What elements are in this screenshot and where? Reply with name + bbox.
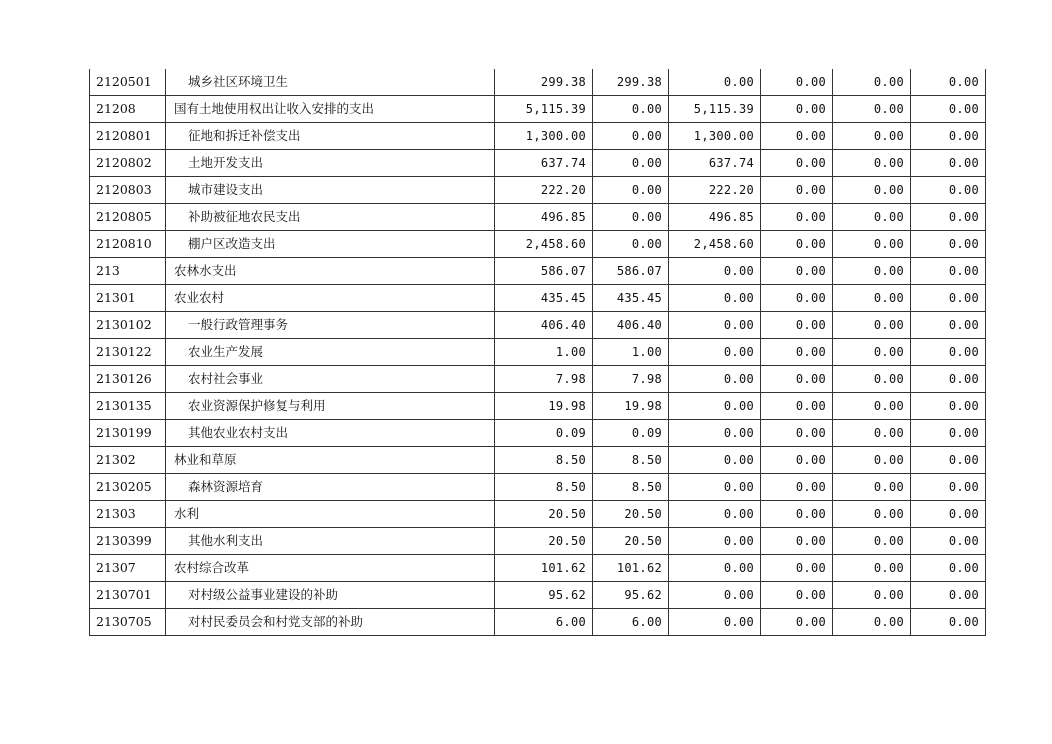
amount-cell: 19.98 [495,393,593,420]
subject-name-cell: 农林水支出 [166,258,495,285]
amount-cell: 0.00 [833,339,911,366]
table-row [90,393,986,420]
amount-cell: 0.00 [669,474,761,501]
amount-cell: 0.00 [761,501,833,528]
amount-cell: 0.00 [761,366,833,393]
amount-cell: 0.00 [911,69,986,96]
amount-cell: 0.00 [911,123,986,150]
amount-cell: 0.00 [911,609,986,636]
amount-cell: 20.50 [495,528,593,555]
amount-cell: 0.00 [669,501,761,528]
amount-cell: 0.00 [669,420,761,447]
amount-cell: 20.50 [593,501,669,528]
amount-cell: 0.00 [761,177,833,204]
amount-cell: 406.40 [495,312,593,339]
subject-name-cell: 对村级公益事业建设的补助 [166,582,495,609]
amount-cell: 0.00 [761,474,833,501]
amount-cell: 0.00 [669,609,761,636]
amount-cell: 0.00 [911,258,986,285]
table-row [90,366,986,393]
amount-cell: 20.50 [495,501,593,528]
amount-cell: 0.00 [833,528,911,555]
amount-cell: 0.00 [761,150,833,177]
amount-cell: 0.00 [911,420,986,447]
amount-cell: 0.00 [911,555,986,582]
amount-cell: 637.74 [495,150,593,177]
amount-cell: 95.62 [495,582,593,609]
amount-cell: 2,458.60 [669,231,761,258]
subject-code-cell: 2120803 [90,177,166,204]
amount-cell: 0.00 [833,366,911,393]
subject-code-cell: 2130205 [90,474,166,501]
amount-cell: 299.38 [593,69,669,96]
subject-code-cell: 2130399 [90,528,166,555]
amount-cell: 0.00 [669,312,761,339]
subject-code-cell: 2130135 [90,393,166,420]
amount-cell: 0.00 [761,609,833,636]
amount-cell: 0.00 [593,177,669,204]
amount-cell: 0.00 [761,231,833,258]
table-row [90,420,986,447]
subject-name-cell: 农村社会事业 [166,366,495,393]
amount-cell: 0.00 [911,393,986,420]
amount-cell: 0.00 [833,258,911,285]
amount-cell: 0.00 [833,501,911,528]
amount-cell: 435.45 [495,285,593,312]
subject-name-cell: 国有土地使用权出让收入安排的支出 [166,96,495,123]
subject-code-cell: 21302 [90,447,166,474]
amount-cell: 0.00 [911,150,986,177]
subject-code-cell: 21303 [90,501,166,528]
amount-cell: 0.00 [669,528,761,555]
amount-cell: 0.00 [911,177,986,204]
budget-table-container [89,69,985,636]
subject-name-cell: 森林资源培育 [166,474,495,501]
amount-cell: 1,300.00 [669,123,761,150]
subject-name-cell: 征地和拆迁补偿支出 [166,123,495,150]
subject-code-cell: 213 [90,258,166,285]
table-row [90,204,986,231]
amount-cell: 0.00 [833,96,911,123]
subject-name-cell: 农业资源保护修复与利用 [166,393,495,420]
amount-cell: 0.00 [833,555,911,582]
table-row [90,447,986,474]
subject-name-cell: 农业农村 [166,285,495,312]
subject-name-cell: 土地开发支出 [166,150,495,177]
subject-code-cell: 2130199 [90,420,166,447]
amount-cell: 0.00 [761,123,833,150]
amount-cell: 496.85 [495,204,593,231]
amount-cell: 5,115.39 [669,96,761,123]
subject-code-cell: 21307 [90,555,166,582]
amount-cell: 0.00 [833,582,911,609]
subject-name-cell: 棚户区改造支出 [166,231,495,258]
amount-cell: 0.00 [833,177,911,204]
amount-cell: 0.00 [911,339,986,366]
amount-cell: 0.00 [761,339,833,366]
amount-cell: 0.00 [833,231,911,258]
subject-code-cell: 21301 [90,285,166,312]
subject-name-cell: 补助被征地农民支出 [166,204,495,231]
subject-name-cell: 林业和草原 [166,447,495,474]
subject-name-cell: 其他农业农村支出 [166,420,495,447]
amount-cell: 586.07 [495,258,593,285]
table-row [90,69,986,96]
amount-cell: 0.00 [911,501,986,528]
table-row [90,528,986,555]
table-row [90,339,986,366]
amount-cell: 0.00 [669,555,761,582]
table-row [90,474,986,501]
amount-cell: 0.00 [761,420,833,447]
subject-code-cell: 2120810 [90,231,166,258]
amount-cell: 0.00 [761,528,833,555]
amount-cell: 1.00 [495,339,593,366]
amount-cell: 0.00 [911,366,986,393]
subject-code-cell: 2130705 [90,609,166,636]
subject-code-cell: 2130126 [90,366,166,393]
amount-cell: 0.09 [593,420,669,447]
amount-cell: 435.45 [593,285,669,312]
amount-cell: 0.00 [761,285,833,312]
amount-cell: 0.00 [761,393,833,420]
amount-cell: 0.00 [833,150,911,177]
subject-name-cell: 一般行政管理事务 [166,312,495,339]
amount-cell: 0.00 [761,258,833,285]
amount-cell: 0.00 [833,474,911,501]
amount-cell: 0.00 [593,123,669,150]
amount-cell: 0.00 [593,150,669,177]
amount-cell: 2,458.60 [495,231,593,258]
amount-cell: 0.00 [669,258,761,285]
amount-cell: 0.00 [833,204,911,231]
subject-code-cell: 2120501 [90,69,166,96]
amount-cell: 0.00 [761,96,833,123]
amount-cell: 101.62 [593,555,669,582]
amount-cell: 0.00 [593,204,669,231]
table-row [90,501,986,528]
amount-cell: 496.85 [669,204,761,231]
amount-cell: 222.20 [495,177,593,204]
amount-cell: 0.00 [833,609,911,636]
amount-cell: 0.00 [833,123,911,150]
amount-cell: 0.00 [911,231,986,258]
subject-name-cell: 农业生产发展 [166,339,495,366]
amount-cell: 0.00 [911,528,986,555]
subject-code-cell: 2120805 [90,204,166,231]
amount-cell: 0.00 [911,582,986,609]
subject-code-cell: 2130701 [90,582,166,609]
amount-cell: 0.00 [911,285,986,312]
amount-cell: 1,300.00 [495,123,593,150]
amount-cell: 0.00 [593,96,669,123]
table-row [90,312,986,339]
table-row [90,555,986,582]
amount-cell: 7.98 [593,366,669,393]
table-row [90,258,986,285]
amount-cell: 0.00 [669,393,761,420]
amount-cell: 0.00 [761,69,833,96]
amount-cell: 0.00 [669,366,761,393]
budget-expenditure-table [89,69,986,636]
amount-cell: 20.50 [593,528,669,555]
amount-cell: 0.00 [669,339,761,366]
table-row [90,582,986,609]
table-row [90,150,986,177]
subject-name-cell: 城乡社区环境卫生 [166,69,495,96]
subject-name-cell: 对村民委员会和村党支部的补助 [166,609,495,636]
amount-cell: 222.20 [669,177,761,204]
table-row [90,96,986,123]
amount-cell: 19.98 [593,393,669,420]
amount-cell: 95.62 [593,582,669,609]
amount-cell: 0.00 [911,474,986,501]
subject-code-cell: 2130102 [90,312,166,339]
amount-cell: 0.00 [833,69,911,96]
amount-cell: 101.62 [495,555,593,582]
subject-name-cell: 城市建设支出 [166,177,495,204]
amount-cell: 0.00 [911,312,986,339]
amount-cell: 7.98 [495,366,593,393]
amount-cell: 0.00 [761,582,833,609]
amount-cell: 0.00 [669,285,761,312]
subject-code-cell: 21208 [90,96,166,123]
amount-cell: 0.00 [669,582,761,609]
table-row [90,177,986,204]
amount-cell: 8.50 [593,474,669,501]
amount-cell: 0.00 [761,312,833,339]
amount-cell: 637.74 [669,150,761,177]
amount-cell: 0.00 [761,555,833,582]
amount-cell: 0.00 [833,312,911,339]
amount-cell: 0.00 [833,447,911,474]
amount-cell: 1.00 [593,339,669,366]
amount-cell: 8.50 [495,474,593,501]
amount-cell: 8.50 [495,447,593,474]
amount-cell: 0.00 [669,69,761,96]
amount-cell: 0.00 [669,447,761,474]
amount-cell: 0.00 [833,285,911,312]
amount-cell: 6.00 [593,609,669,636]
table-row [90,285,986,312]
subject-code-cell: 2120802 [90,150,166,177]
amount-cell: 0.00 [833,393,911,420]
amount-cell: 0.09 [495,420,593,447]
amount-cell: 6.00 [495,609,593,636]
amount-cell: 0.00 [911,447,986,474]
amount-cell: 8.50 [593,447,669,474]
subject-name-cell: 其他水利支出 [166,528,495,555]
amount-cell: 0.00 [761,447,833,474]
subject-code-cell: 2130122 [90,339,166,366]
amount-cell: 406.40 [593,312,669,339]
amount-cell: 586.07 [593,258,669,285]
subject-name-cell: 农村综合改革 [166,555,495,582]
amount-cell: 0.00 [761,204,833,231]
amount-cell: 0.00 [833,420,911,447]
amount-cell: 0.00 [911,204,986,231]
table-row [90,609,986,636]
subject-name-cell: 水利 [166,501,495,528]
table-row [90,123,986,150]
amount-cell: 5,115.39 [495,96,593,123]
table-row [90,231,986,258]
amount-cell: 0.00 [593,231,669,258]
subject-code-cell: 2120801 [90,123,166,150]
amount-cell: 299.38 [495,69,593,96]
amount-cell: 0.00 [911,96,986,123]
table-body [90,69,986,636]
